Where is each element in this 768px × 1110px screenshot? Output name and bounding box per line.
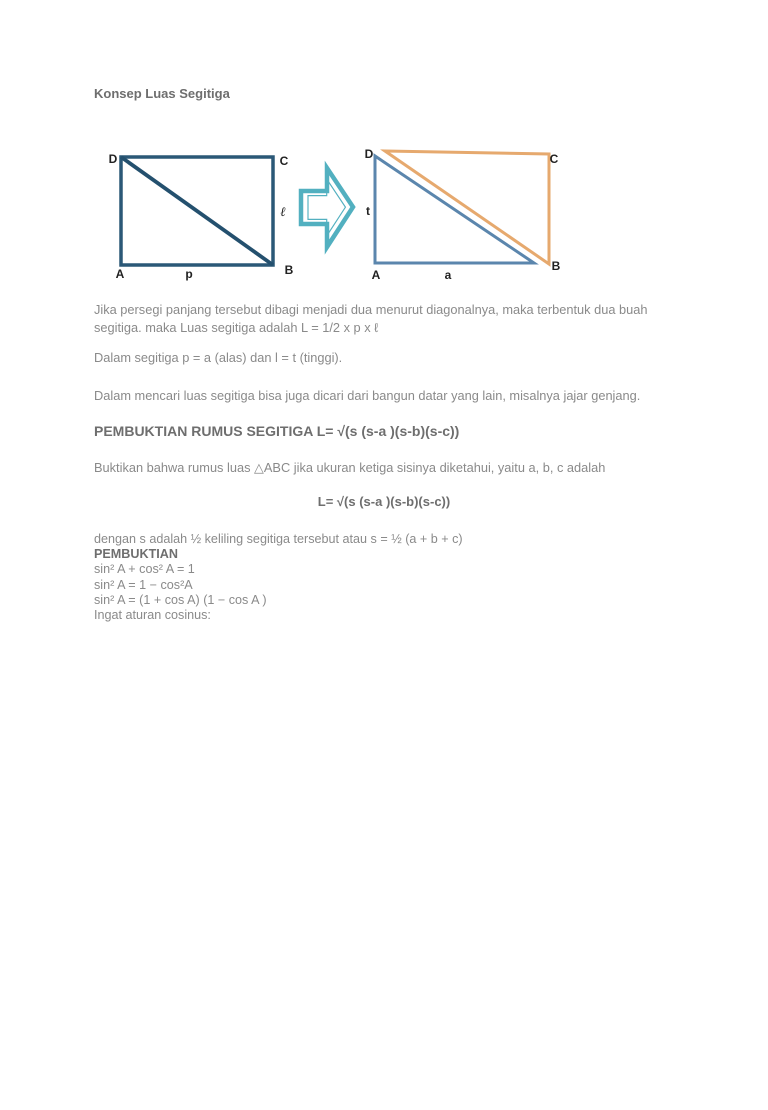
vertex-label-c2: C (549, 152, 559, 166)
paragraph-definition: Jika persegi panjang tersebut dibagi menjadi dua menurut diagonalnya, maka terbentuk dua buah segitiga. maka Luas segitiga adalah L = 1/2 x p x ℓ (94, 302, 648, 335)
vertex-label-a2: A (371, 268, 381, 282)
paragraph-other-shapes: Dalam mencari luas segitiga bisa juga dicari dari bangun datar yang lain, misalnya jajar genjang. (94, 388, 641, 403)
vertex-label-b2: B (551, 259, 561, 273)
height-label-l: ℓ (280, 205, 286, 220)
document-page (0, 86, 768, 1110)
heron-formula: L= √(s (s-a )(s-b)(s-c)) (317, 494, 451, 509)
vertex-label-a: A (115, 267, 125, 281)
vertex-label-c: C (279, 154, 289, 168)
figure-diagrams (88, 135, 588, 293)
blue-triangle (375, 156, 534, 263)
proof-line-3: sin² A = (1 + cos A) (1 − cos A ) (94, 592, 267, 607)
proof-heading: PEMBUKTIAN (94, 547, 178, 562)
proof-line-4: Ingat aturan cosinus: (94, 608, 211, 623)
proof-line-1: sin² A + cos² A = 1 (94, 562, 195, 577)
proof-block (94, 532, 678, 623)
orange-triangle (385, 151, 549, 264)
proof-line-2: sin² A = 1 − cos²A (94, 577, 193, 592)
diagram-svg (88, 135, 588, 293)
right-arrow-icon (301, 168, 353, 247)
rectangle-diagram (109, 152, 294, 281)
triangle-diagram (365, 147, 561, 282)
base-label-p: p (185, 267, 193, 281)
paragraph-semiperimeter: dengan s adalah ½ keliling segitiga tersebut atau s = ½ (a + b + c) (94, 532, 463, 546)
vertex-label-d: D (108, 152, 118, 166)
base-label-a: a (444, 268, 452, 282)
vertex-label-d2: D (364, 147, 374, 161)
height-label-t: t (366, 204, 370, 218)
paragraph-buktikan: Buktikan bahwa rumus luas △ABC jika ukuran ketiga sisinya diketahui, yaitu a, b, c adalah (94, 460, 606, 475)
section-heading-pembuktian-rumus: PEMBUKTIAN RUMUS SEGITIGA L= √(s (s-a )(s-b)(s-c)) (94, 423, 460, 439)
vertex-label-b: B (284, 263, 294, 277)
paragraph-variables: Dalam segitiga p = a (alas) dan l = t (tinggi). (94, 350, 343, 365)
rectangle-diagonal (121, 157, 273, 265)
page-title: Konsep Luas Segitiga (94, 86, 230, 101)
